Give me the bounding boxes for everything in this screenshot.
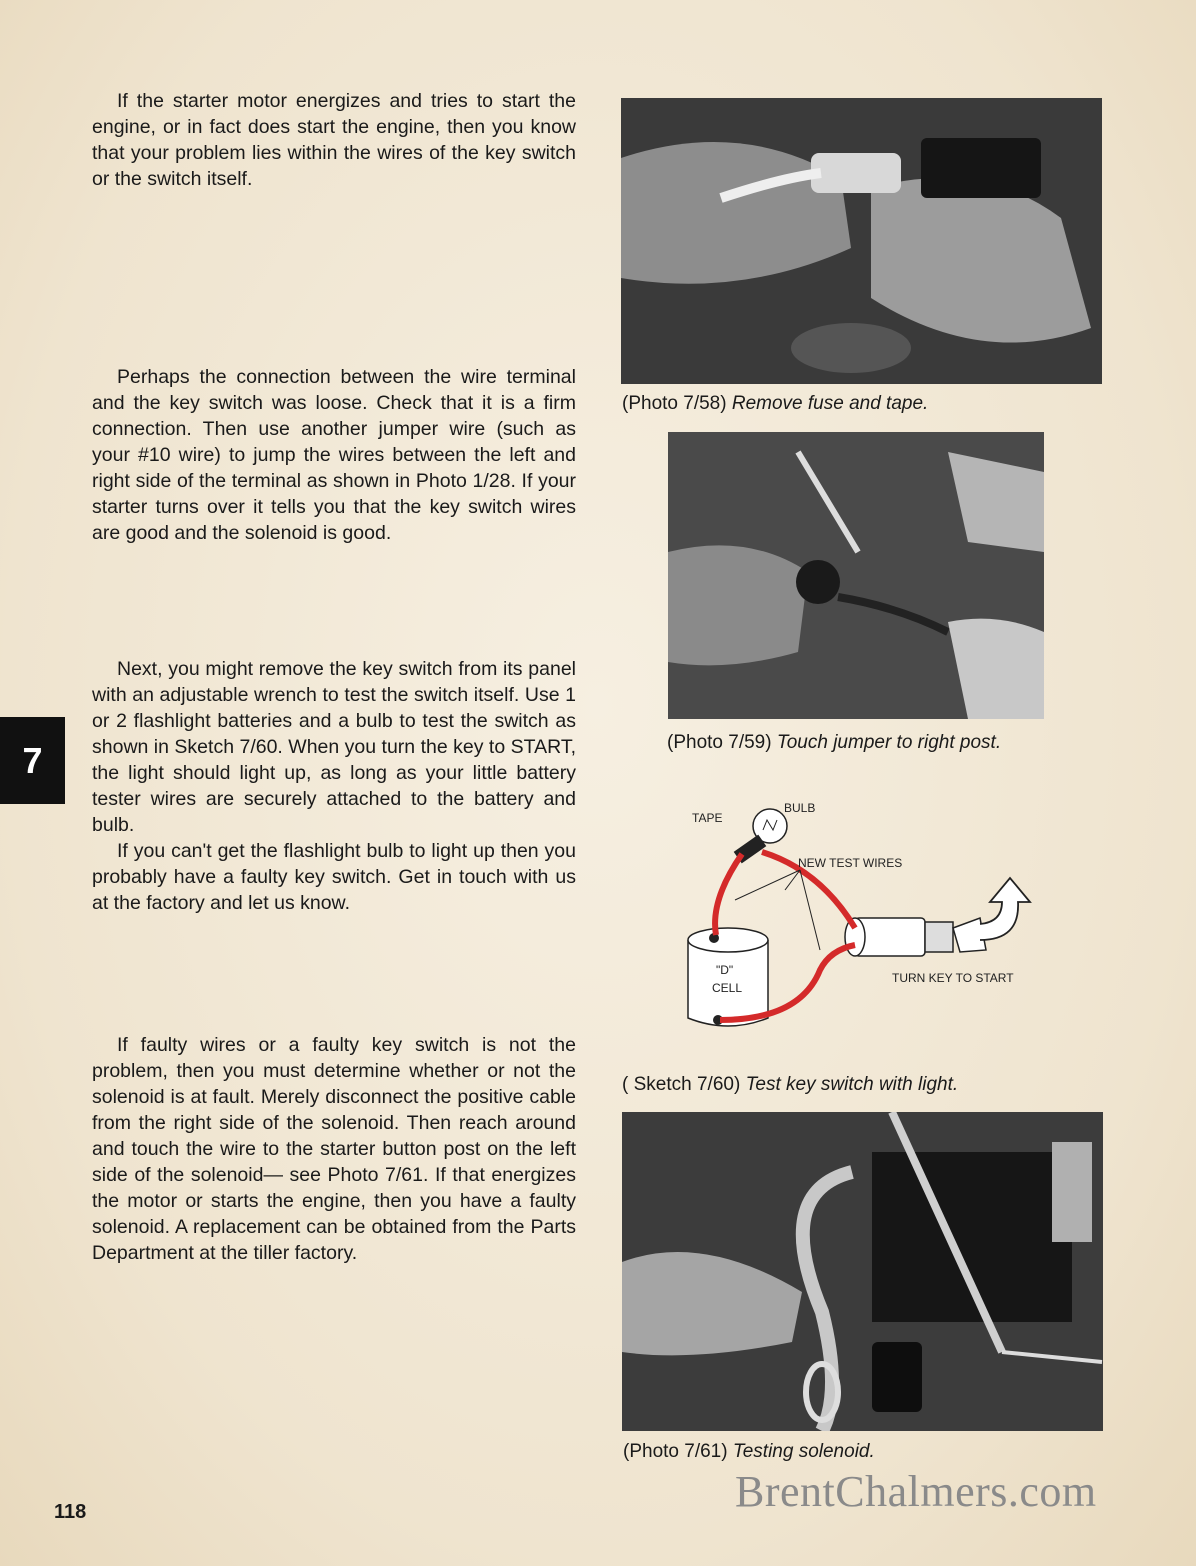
turn-arrow-icon xyxy=(980,878,1030,940)
chapter-tab: 7 xyxy=(0,717,65,804)
sketch-label-cell: CELL xyxy=(712,981,743,995)
paragraph-starter-energizes: If the starter motor energizes and tries to start the engine, or in fact does start the engine, then you know that your problem lies within the wires of the key switch or the switch itself. xyxy=(92,90,576,190)
paragraph-faulty-solenoid: If faulty wires or a faulty key switch is not the problem, then you must determine whether or not the solenoid is at fault. Merely disconnect the positive cable from the right side of the solenoid. Then reach around and touch the wire to the starter button post on the left side of the solenoid— see Photo 7/61. If that energizes the motor or starts the engine, then you have a faulty solenoid. A replacement can be obtained from the Parts Department at the tiller factory. xyxy=(92,1034,576,1264)
sketch-label-bulb: BULB xyxy=(784,801,816,815)
sketch-label-new-test-wires: NEW TEST WIRES xyxy=(798,856,903,870)
sketch-label-turn-key: TURN KEY TO START xyxy=(892,971,1014,985)
caption-photo-61: (Photo 7/61) Testing solenoid. xyxy=(623,1441,875,1462)
sketch-key-switch-test xyxy=(680,790,1050,1040)
paragraph-remove-key-switch: Next, you might remove the key switch from its panel with an adjustable wrench to test the switch itself. Use 1 or 2 flashlight batteries and a bulb to test the switch as shown in Sketch 7/60. When you turn the key to START, the light should light up, as long as your little battery tester wires are securely attached to the battery and bulb. If you can't get the flashlight bulb to light up then you probably have a faulty key switch. Get in touch with us at the factory and let us know. xyxy=(92,658,576,914)
page-number: 118 xyxy=(54,1501,87,1523)
photo-remove-fuse xyxy=(621,98,1102,384)
photo-touch-jumper xyxy=(668,432,1044,719)
caption-sketch-60: ( Sketch 7/60) Test key switch with light. xyxy=(622,1074,959,1095)
test-wire-1 xyxy=(715,854,742,935)
paragraph-loose-connection: Perhaps the connection between the wire terminal and the key switch was loose. Check that it is a firm connection. Then use another jumper wire (such as your #10 wire) to jump the wires between the left and right side of the terminal as shown in Photo 1/28. If your starter turns over it tells you that the key switch wires are good and the solenoid is good. xyxy=(92,366,576,544)
caption-photo-58: (Photo 7/58) Remove fuse and tape. xyxy=(622,393,929,414)
watermark: BrentChalmers.com xyxy=(735,1467,1097,1516)
sketch-label-tape: TAPE xyxy=(692,811,723,825)
caption-photo-59: (Photo 7/59) Touch jumper to right post. xyxy=(667,732,1002,753)
sketch-label-d: "D" xyxy=(716,963,734,977)
photo-testing-solenoid xyxy=(622,1112,1103,1431)
key-switch xyxy=(845,878,1030,956)
d-cell-battery xyxy=(688,928,768,1026)
